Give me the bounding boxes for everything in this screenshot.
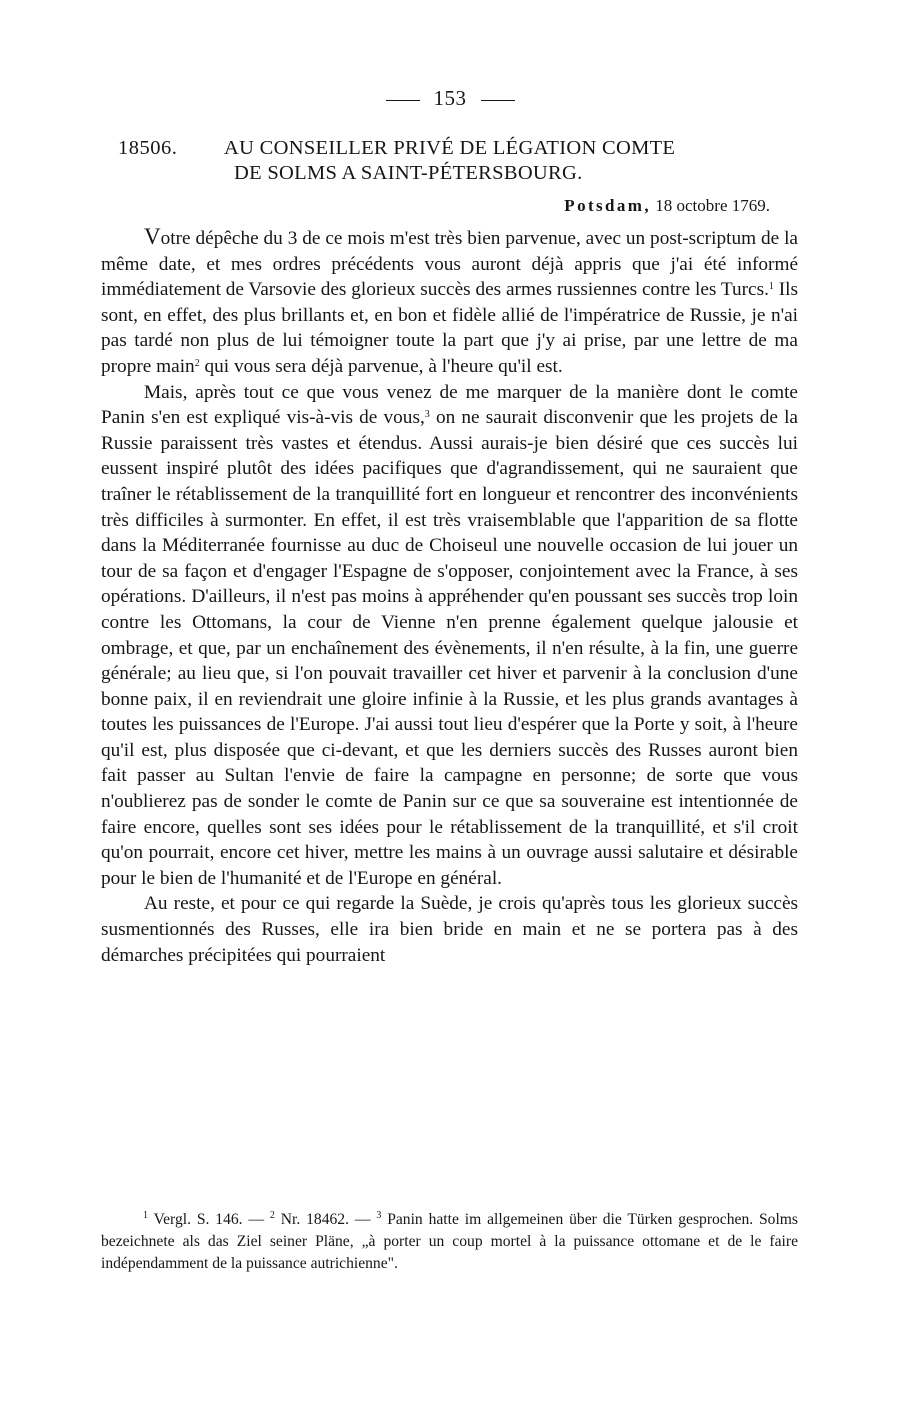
page-number-dash-right [481, 100, 515, 101]
letter-body [101, 224, 798, 968]
footnote-ref-3: 3 [424, 409, 430, 421]
paragraph-2-text-a: Mais, après tout ce que vous venez de me marquer de la manière dont le comte Panin s'en est expliqué vis-à-vis de vous, [101, 381, 798, 429]
footnote-1-marker: 1 [143, 1210, 148, 1221]
page-number [0, 86, 900, 111]
paragraph [101, 380, 798, 892]
dateline [564, 196, 770, 216]
heading-line-1: AU CONSEILLER PRIVÉ DE LÉGATION COMTE [224, 137, 676, 159]
footnote-2-text: Nr. 18462. — [274, 1211, 377, 1228]
page-number-text: 153 [433, 86, 467, 110]
heading-line-2: DE SOLMS A SAINT-PÉTERSBOURG. [234, 162, 583, 184]
footnote-3-marker: 3 [376, 1210, 382, 1221]
dateline-date: 18 octobre 1769. [655, 196, 770, 215]
paragraph-1-text-a: Votre dépêche du 3 de ce mois m'est très bien parvenue, avec un post-scriptum de la même date, et mes ordres précédents vous auront déjà appris que j'ai été informé immédiatement de Varsovie des glorieux succès des armes russiennes contre les Turcs. [101, 224, 798, 301]
footnote-ref-1: 1 [768, 281, 774, 293]
footnote-3-text: Panin hatte im allgemeinen über die Türken gesprochen. Solms bezeichnete als das Ziel seiner Pläne, „à porter un coup mortel à la puissance ottomane et de le faire indépendamment de la puissance autrichienne". [101, 1211, 799, 1272]
page-number-dash-left [386, 100, 420, 101]
footnote-1-text: Vergl. S. 146. — [148, 1211, 270, 1228]
paragraph-1-text-c: qui vous sera déjà parvenue, à l'heure qu'il est. [199, 355, 563, 377]
paragraph [101, 224, 798, 380]
paragraph-2-text-b: on ne saurait disconvenir que les projets de la Russie paraissent très vastes et étendus. Aussi aurais-je bien désiré que ces succès lui eussent inspiré plutôt des idées pacifiques que d'agrandissement, qui ne sauraient que traîner le rétablissement de la tranquillité fort en longueur et rencontrer des inconvénients très difficiles à surmonter. En effet, il est très vraisemblable que l'apparition de sa flotte dans la Méditerranée fournisse au duc de Choiseul une nouvelle occasion de lui jouer un tour de sa façon et d'engager l'Espagne de s'opposer, conjointement avec la France, à ses opérations. D'ailleurs, il n'est pas moins à appréhender qu'en poussant ses succès trop loin contre les Ottomans, la cour de Vienne n'en prenne également quelque jalousie et ombrage, et que, par un enchaînement des évènements, il n'en résulte, à la fin, une guerre générale; au lieu que, si l'on pouvait travailler cet hiver et parvenir à la conclusion d'une bonne paix, il en reviendrait une gloire infinie à la Russie, et les plus grands avantages à toutes les puissances de l'Europe. J'ai aussi tout lieu d'espérer que la Porte y soit, à l'heure qu'il est, plus disposée que ci-devant, et que les derniers succès des Russes auront bien fait passer au Sultan l'envie de faire la campagne en personne; de sorte que vous n'oublierez pas de sonder le comte de Panin sur ce que sa souveraine est intentionnée de faire encore, quelles sont ses idées pour le rétablissement de la tranquillité, et s'il croit qu'on pourrait, encore cet hiver, mettre les mains à un ouvrage aussi salutaire et désirable pour le bien de l'humanité et de l'Europe en général. [101, 407, 798, 889]
footnote-2-marker: 2 [269, 1210, 275, 1221]
footnotes [101, 1209, 798, 1275]
paragraph [101, 891, 798, 968]
footnote-ref-2: 2 [194, 357, 200, 369]
letter-number: 18506. [118, 137, 178, 159]
dateline-place: Potsdam, [564, 196, 652, 215]
paragraph-1-text-b: Ils sont, en effet, des plus brillants et, en bon et fidèle allié de l'impératrice de Russie, je n'ai pas tardé non plus de lui témoigner toute la part que j'y ai prise, par une lettre de ma propre main [101, 279, 799, 377]
paragraph-3-text-a: Au reste, et pour ce qui regarde la Suède, je crois qu'après tous les glorieux succès susmentionnés des Russes, elle ira bien bride en main et ne se portera pas à des démarches précipitées qui pourraient [101, 893, 798, 966]
